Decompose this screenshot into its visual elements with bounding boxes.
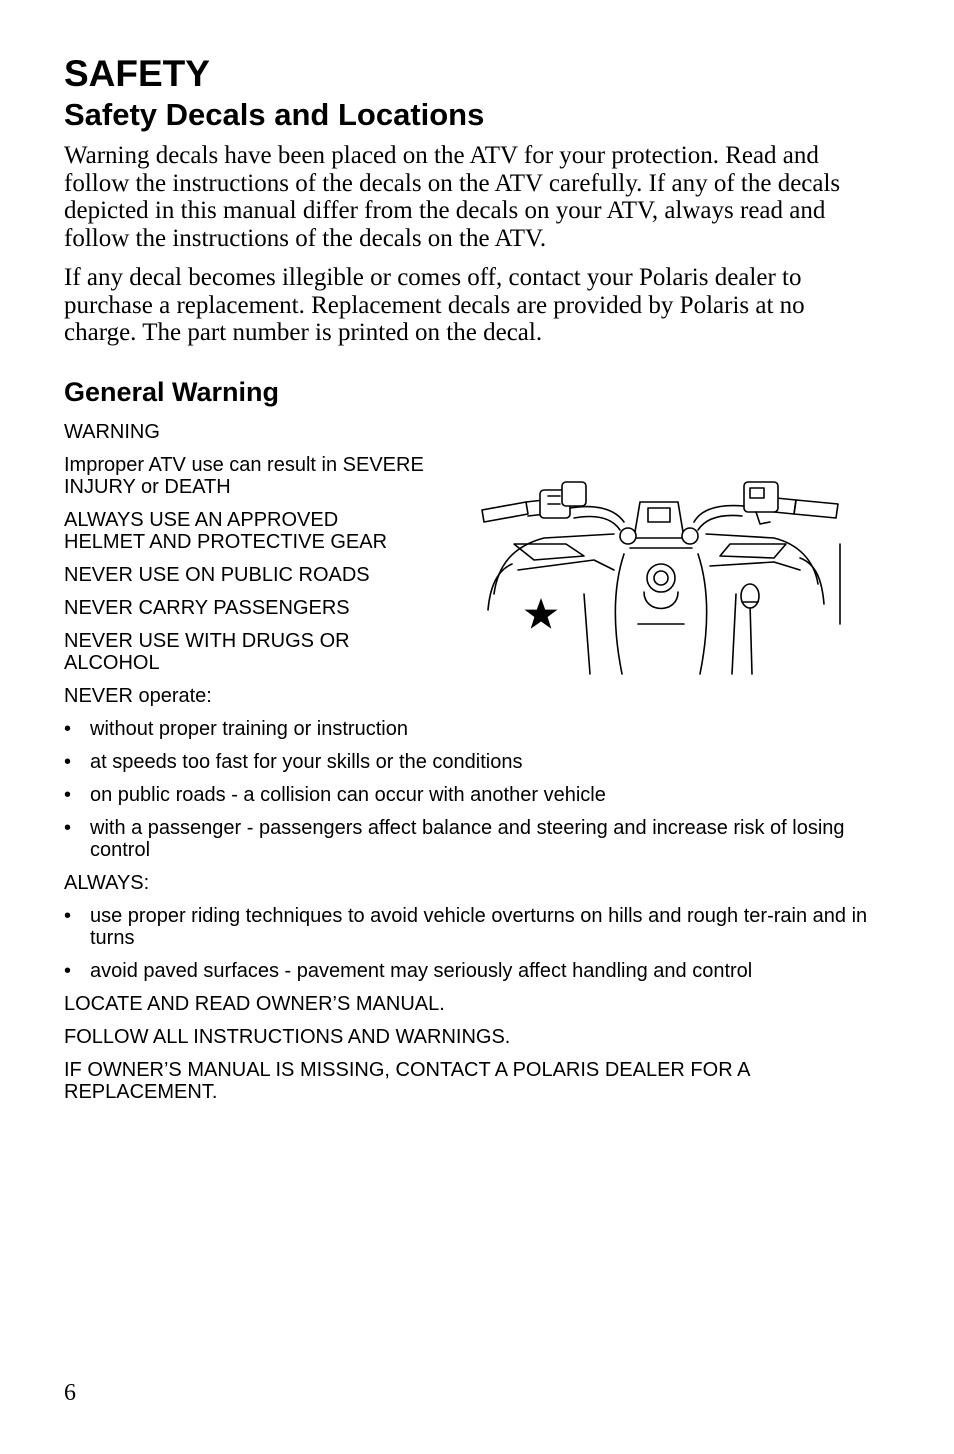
intro-paragraph-1: Warning decals have been placed on the ATV for your protection. Read and follow the instructions of the decals on the ATV carefully. If any of the decals depicted in this manual differ from the decals on your ATV, always read and follow the instructions of the decals on the ATV. (64, 142, 841, 252)
always-label: ALWAYS: (64, 871, 150, 894)
page-number: 6 (64, 1380, 76, 1406)
closing-line: IF OWNER’S MANUAL IS MISSING, CONTACT A POLARIS DEALER FOR A REPLACEMENT. (64, 1058, 750, 1103)
list-item: • without proper training or instruction (64, 717, 408, 740)
bullet: • (64, 959, 72, 982)
warning-label: WARNING (64, 420, 160, 443)
warning-line: ALWAYS USE AN APPROVED HELMET AND PROTECTIVE GEAR (64, 508, 388, 553)
page-heading: SAFETY (64, 53, 210, 94)
intro-paragraph-2: If any decal becomes illegible or comes off, contact your Polaris dealer to purchase a replacement. Replacement decals are provided by Polaris at no charge. The part number is printed on the decal. (64, 264, 805, 346)
star-icon (525, 598, 558, 629)
bullet: • (64, 783, 72, 806)
list-item: • at speeds too fast for your skills or the conditions (64, 750, 523, 773)
bullet: • (64, 750, 72, 773)
warning-line: NEVER USE ON PUBLIC ROADS (64, 563, 370, 586)
closing-line: LOCATE AND READ OWNER’S MANUAL. (64, 992, 445, 1015)
warning-line: Improper ATV use can result in SEVERE INJURY or DEATH (64, 453, 424, 498)
warning-line: NEVER CARRY PASSENGERS (64, 596, 350, 619)
list-item: • use proper riding techniques to avoid vehicle overturns on hills and rough ter-rain and in turns (64, 904, 868, 949)
bullet: • (64, 904, 72, 927)
list-item: • with a passenger - passengers affect balance and steering and increase risk of losing control (64, 816, 845, 861)
bullet: • (64, 816, 72, 839)
closing-line: FOLLOW ALL INSTRUCTIONS AND WARNINGS. (64, 1025, 511, 1048)
warning-line: NEVER USE WITH DRUGS OR ALCOHOL (64, 629, 350, 674)
list-item: • on public roads - a collision can occur with another vehicle (64, 783, 606, 806)
bullet: • (64, 717, 72, 740)
section-heading: Safety Decals and Locations (64, 97, 485, 132)
never-operate-label: NEVER operate: (64, 684, 212, 707)
list-item: • avoid paved surfaces - pavement may seriously affect handling and control (64, 959, 753, 982)
subsection-heading: General Warning (64, 376, 280, 407)
atv-handlebar-illustration-icon (474, 474, 846, 686)
